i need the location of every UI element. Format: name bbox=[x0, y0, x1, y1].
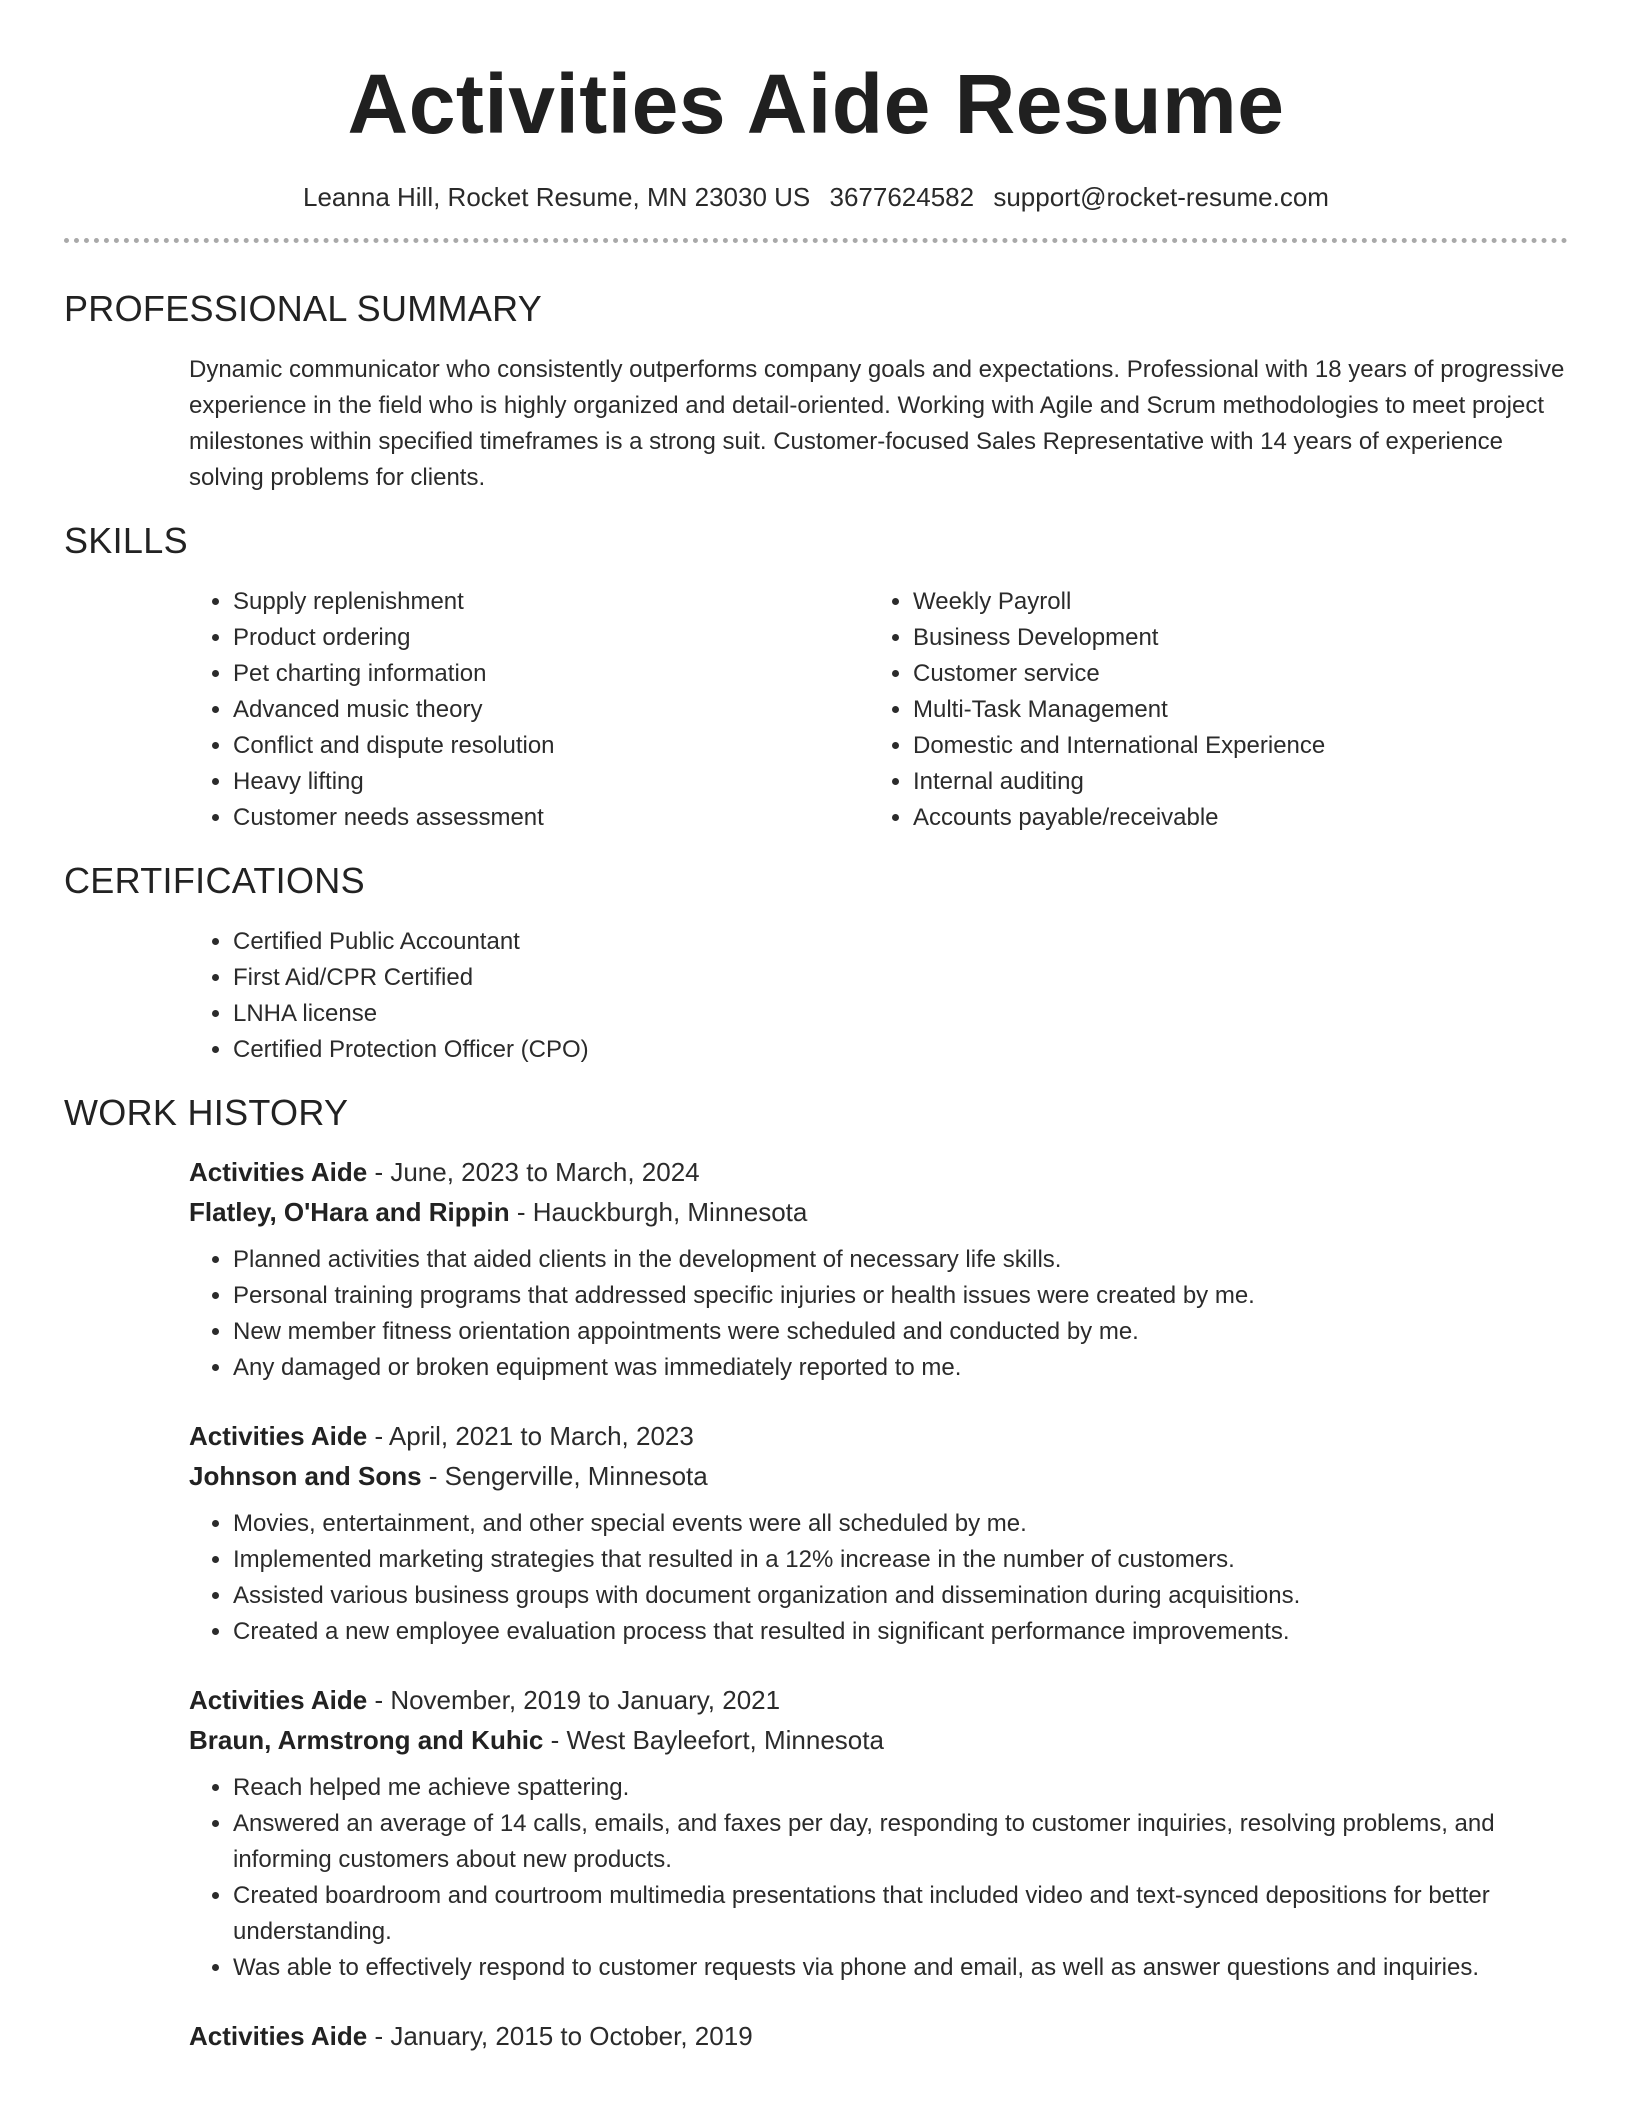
work-history-heading: WORK HISTORY bbox=[64, 1092, 349, 1133]
job-bullet: • Implemented marketing strategies that resulted in a 12% increase in the number of customers. bbox=[233, 1542, 1568, 1578]
skills-column-left bbox=[189, 584, 869, 836]
skills-heading: SKILLS bbox=[64, 520, 188, 561]
job-title-line bbox=[189, 2016, 1568, 2056]
skill-item: • Supply replenishment bbox=[233, 584, 869, 620]
contact-line bbox=[64, 182, 1568, 213]
job-company-line bbox=[189, 1456, 1568, 1496]
skills-list bbox=[64, 584, 1568, 836]
job-entry bbox=[64, 1416, 1568, 1650]
job-dates: - April, 2021 to March, 2023 bbox=[367, 1421, 694, 1451]
job-bullet: • Movies, entertainment, and other special events were all scheduled by me. bbox=[233, 1506, 1568, 1542]
certification-item: • LNHA license bbox=[233, 996, 1568, 1032]
skill-item: • Product ordering bbox=[233, 620, 869, 656]
skill-item: • Advanced music theory bbox=[233, 692, 869, 728]
contact-phone: 3677624582 bbox=[829, 182, 975, 212]
skill-item: • Internal auditing bbox=[913, 764, 1549, 800]
job-dates: - June, 2023 to March, 2024 bbox=[367, 1157, 700, 1187]
job-company: Johnson and Sons bbox=[189, 1461, 422, 1491]
job-title-line bbox=[189, 1416, 1568, 1456]
summary-heading: PROFESSIONAL SUMMARY bbox=[64, 288, 543, 329]
skill-item: • Domestic and International Experience bbox=[913, 728, 1549, 764]
job-location: - Sengerville, Minnesota bbox=[421, 1461, 708, 1491]
job-dates: - January, 2015 to October, 2019 bbox=[367, 2021, 753, 2051]
skill-item: • Accounts payable/receivable bbox=[913, 800, 1549, 836]
job-title: Activities Aide bbox=[189, 1157, 368, 1187]
certification-item: • Certified Protection Officer (CPO) bbox=[233, 1032, 1568, 1068]
job-title: Activities Aide bbox=[189, 1421, 368, 1451]
job-entry bbox=[64, 1152, 1568, 1386]
skill-item: • Weekly Payroll bbox=[913, 584, 1549, 620]
job-bullet: • Reach helped me achieve spattering. bbox=[233, 1770, 1568, 1806]
job-company: Flatley, O'Hara and Rippin bbox=[189, 1197, 510, 1227]
skill-item: • Pet charting information bbox=[233, 656, 869, 692]
job-bullet: • Created a new employee evaluation process that resulted in significant performance improvements. bbox=[233, 1614, 1568, 1650]
skill-item: • Business Development bbox=[913, 620, 1549, 656]
skill-item: • Customer needs assessment bbox=[233, 800, 869, 836]
job-bullet: • New member fitness orientation appointments were scheduled and conducted by me. bbox=[233, 1314, 1568, 1350]
skills-column-right bbox=[869, 584, 1549, 836]
job-dates: - November, 2019 to January, 2021 bbox=[367, 1685, 781, 1715]
job-bullet: • Any damaged or broken equipment was immediately reported to me. bbox=[233, 1350, 1568, 1386]
job-company-line bbox=[189, 1192, 1568, 1232]
skill-item: • Multi-Task Management bbox=[913, 692, 1549, 728]
certifications-list bbox=[64, 924, 1568, 1068]
contact-address: Leanna Hill, Rocket Resume, MN 23030 US bbox=[303, 182, 811, 212]
skill-item: • Heavy lifting bbox=[233, 764, 869, 800]
job-location: - West Bayleefort, Minnesota bbox=[543, 1725, 884, 1755]
job-title: Activities Aide bbox=[189, 2021, 368, 2051]
job-bullet: • Personal training programs that addressed specific injuries or health issues were created by me. bbox=[233, 1278, 1568, 1314]
job-company-line bbox=[189, 1720, 1568, 1760]
skill-item: • Conflict and dispute resolution bbox=[233, 728, 869, 764]
job-bullet: • Assisted various business groups with document organization and dissemination during acquisitions. bbox=[233, 1578, 1568, 1614]
header-divider bbox=[64, 238, 1568, 243]
resume-title: Activities Aide Resume bbox=[347, 57, 1285, 151]
job-title-line bbox=[189, 1152, 1568, 1192]
job-bullet: • Was able to effectively respond to customer requests via phone and email, as well as answer questions and inquiries. bbox=[233, 1950, 1568, 1986]
job-company: Braun, Armstrong and Kuhic bbox=[189, 1725, 544, 1755]
job-entry bbox=[64, 2016, 1568, 2056]
certifications-heading: CERTIFICATIONS bbox=[64, 860, 365, 901]
skill-item: • Customer service bbox=[913, 656, 1549, 692]
contact-email: support@rocket-resume.com bbox=[993, 182, 1329, 212]
job-bullet: • Planned activities that aided clients in the development of necessary life skills. bbox=[233, 1242, 1568, 1278]
certification-item: • Certified Public Accountant bbox=[233, 924, 1568, 960]
job-bullet: • Answered an average of 14 calls, emails, and faxes per day, responding to customer inquiries, resolving problems, and informing customers about new products. bbox=[233, 1806, 1568, 1878]
job-entry bbox=[64, 1680, 1568, 1986]
summary-text: Dynamic communicator who consistently outperforms company goals and expectations. Professional with 18 years of progressive experience in the field who is highly organized and detail-oriented. Working with Agile and Scrum methodologies to meet project milestones within specified timeframes is a strong suit. Customer-focused Sales Representative with 14 years of experience solving problems for clients. bbox=[189, 356, 1565, 491]
job-title: Activities Aide bbox=[189, 1685, 368, 1715]
job-bullet: • Created boardroom and courtroom multimedia presentations that included video and text-synced depositions for better understanding. bbox=[233, 1878, 1568, 1950]
job-title-line bbox=[189, 1680, 1568, 1720]
job-location: - Hauckburgh, Minnesota bbox=[509, 1197, 808, 1227]
certification-item: • First Aid/CPR Certified bbox=[233, 960, 1568, 996]
